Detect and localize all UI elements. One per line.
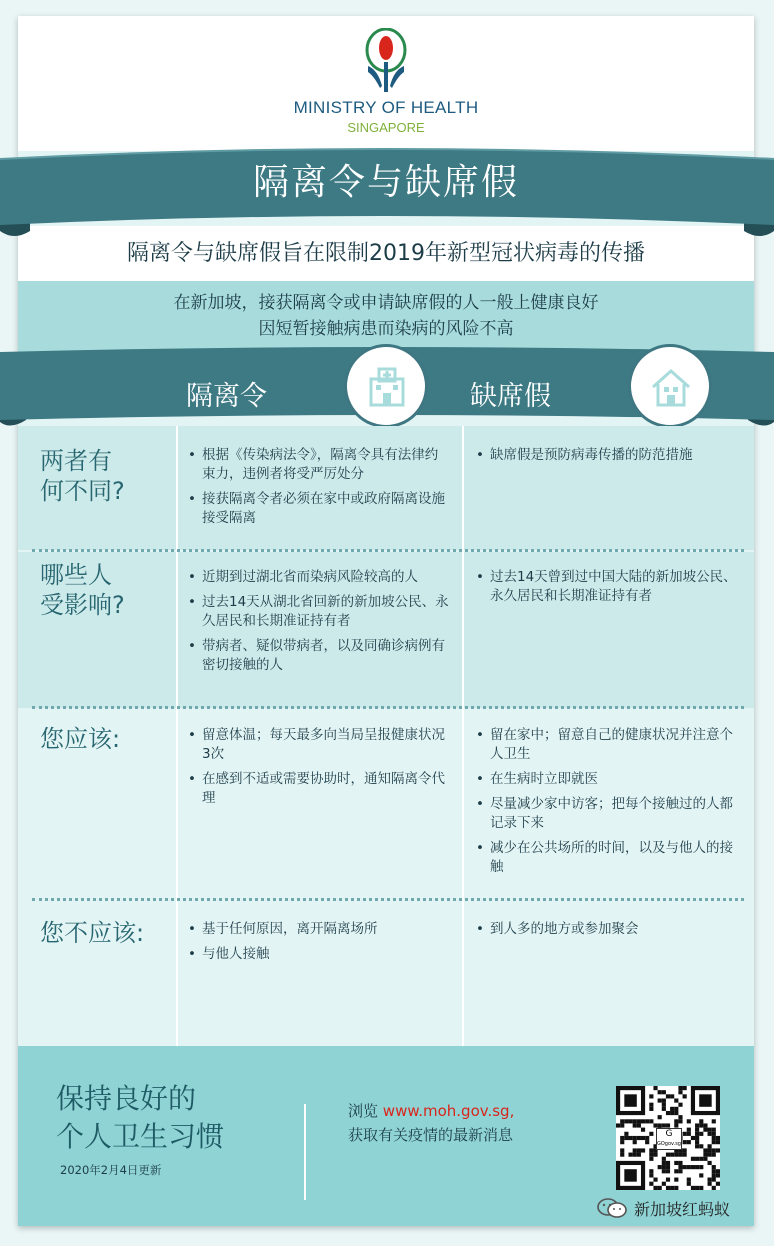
list-item: • 在感到不适或需要协助时，通知隔离令代理 bbox=[188, 770, 450, 808]
browse-label: 浏览 bbox=[348, 1102, 379, 1120]
org-subname: SINGAPORE bbox=[347, 120, 425, 135]
col-header-quarantine: 隔离令 bbox=[186, 381, 267, 412]
leave-should-list bbox=[476, 726, 738, 883]
list-item: • 根据《传染病法令》，隔离令具有法律约束力，违例者将受严厉处分 bbox=[188, 446, 450, 484]
col-header-leave: 缺席假 bbox=[470, 381, 551, 412]
row-label-affected: 哪些人 受影响? bbox=[40, 561, 125, 619]
quarantine-affected-list bbox=[188, 568, 450, 681]
website-link[interactable]: www.moh.gov.sg, bbox=[382, 1102, 515, 1120]
row-divider bbox=[32, 898, 744, 901]
list-item: • 过去14天从湖北省回新的新加坡公民、永久居民和长期准证持有者 bbox=[188, 593, 450, 631]
intro-line-1: 在新加坡，接获隔离令或申请缺席假的人一般上健康良好 bbox=[173, 293, 599, 313]
qr-badge: G GOgov.sg bbox=[656, 1128, 682, 1150]
leave-should-not-list bbox=[476, 920, 738, 945]
list-item: • 缺席假是预防病毒传播的防范措施 bbox=[476, 446, 738, 465]
house-icon bbox=[649, 365, 693, 409]
column-divider bbox=[462, 426, 464, 1046]
wechat-icon bbox=[596, 1198, 628, 1218]
hospital-icon-circle bbox=[344, 344, 428, 428]
column-divider bbox=[176, 426, 178, 1046]
intro-text bbox=[18, 290, 754, 342]
list-item: • 近期到过湖北省而染病风险较高的人 bbox=[188, 568, 450, 587]
footer-divider bbox=[304, 1104, 306, 1200]
row-label-should-not: 您不应该: bbox=[40, 919, 145, 947]
row-label-difference: 两者有 何不同? bbox=[40, 447, 125, 505]
leave-difference-list bbox=[476, 446, 738, 471]
intro-line-2: 因短暂接触病患而染病的风险不高 bbox=[258, 319, 514, 339]
list-item: • 与他人接触 bbox=[188, 945, 450, 964]
quarantine-should-not-list bbox=[188, 920, 450, 970]
quarantine-difference-list bbox=[188, 446, 450, 534]
list-item: • 过去14天曾到过中国大陆的新加坡公民、永久居民和长期准证持有者 bbox=[476, 568, 738, 606]
org-name: MINISTRY OF HEALTH bbox=[293, 98, 479, 117]
list-item: • 留意体温；每天最多向当局呈报健康状况3次 bbox=[188, 726, 450, 764]
list-item: • 到人多的地方或参加聚会 bbox=[476, 920, 738, 939]
list-item: • 在生病时立即就医 bbox=[476, 770, 738, 789]
row-label-should: 您应该: bbox=[40, 725, 121, 753]
watermark-text: 新加坡红蚂蚁 bbox=[634, 1200, 731, 1219]
hospital-icon bbox=[365, 365, 409, 409]
footer-slogan: 保持良好的 个人卫生习惯 bbox=[56, 1082, 225, 1153]
list-item: • 基于任何原因，离开隔离场所 bbox=[188, 920, 450, 939]
list-item: • 带病者、疑似带病者，以及同确诊病例有密切接触的人 bbox=[188, 637, 450, 675]
poster bbox=[18, 16, 754, 1226]
moh-logo bbox=[364, 28, 408, 98]
banner-title: 隔离令与缺席假 bbox=[252, 162, 519, 203]
footer-info bbox=[348, 1099, 514, 1147]
row-divider bbox=[32, 706, 744, 709]
list-item: • 留在家中；留意自己的健康状况并注意个人卫生 bbox=[476, 726, 738, 764]
list-item: • 接获隔离令者必须在家中或政府隔离设施接受隔离 bbox=[188, 490, 450, 528]
news-label: 获取有关疫情的最新消息 bbox=[348, 1126, 514, 1144]
update-date: 2020年2月4日更新 bbox=[60, 1163, 162, 1177]
row-divider bbox=[32, 549, 744, 552]
list-item: • 尽量减少家中访客；把每个接触过的人都记录下来 bbox=[476, 795, 738, 833]
leave-affected-list bbox=[476, 568, 738, 612]
list-item: • 减少在公共场所的时间，以及与他人的接触 bbox=[476, 839, 738, 877]
quarantine-should-list bbox=[188, 726, 450, 814]
qr-code[interactable] bbox=[616, 1086, 720, 1190]
subtitle: 隔离令与缺席假旨在限制2019年新型冠状病毒的传播 bbox=[127, 241, 645, 266]
house-icon-circle bbox=[628, 344, 712, 428]
